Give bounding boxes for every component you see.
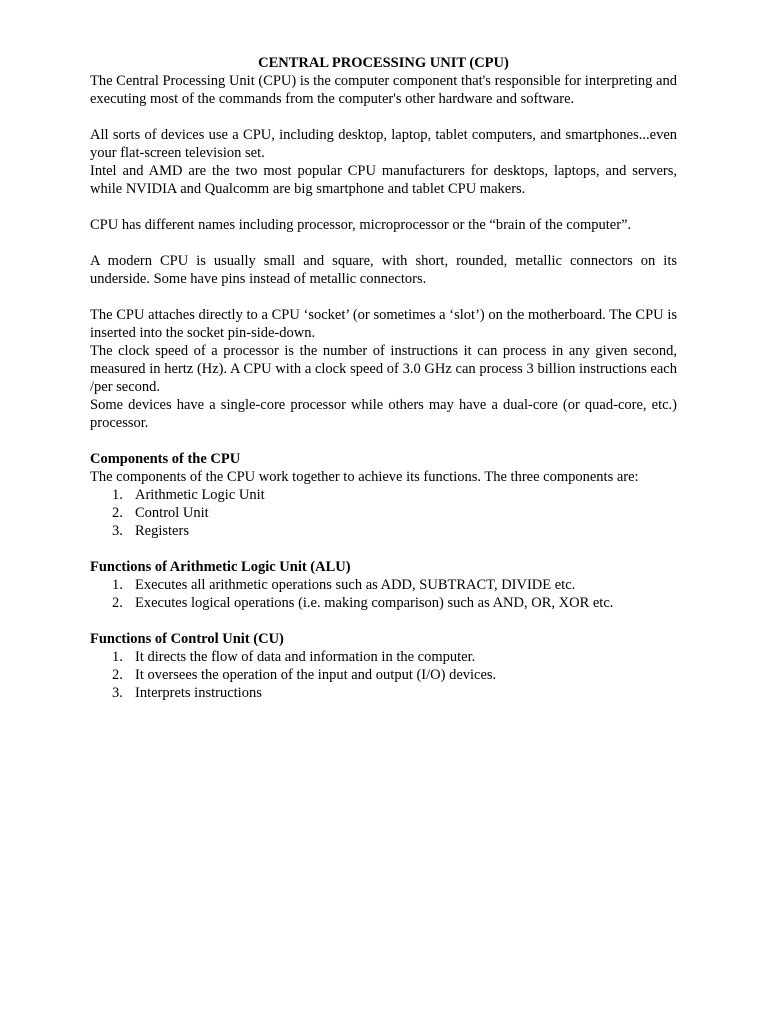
socket-paragraph: The CPU attaches directly to a CPU ‘socket’ (or sometimes a ‘slot’) on the motherboard. The CPU is inserted into the socket pin-side-down. xyxy=(90,307,677,341)
devices-paragraph: All sorts of devices use a CPU, including desktop, laptop, tablet computers, and smartphones...even your flat-screen television set. xyxy=(90,127,677,161)
list-item-text: Registers xyxy=(135,523,189,539)
list-number: 1. xyxy=(112,487,123,503)
list-item-text: It directs the flow of data and information in the computer. xyxy=(135,649,476,665)
list-number: 1. xyxy=(112,577,123,593)
document-page xyxy=(90,54,677,702)
list-item xyxy=(90,576,677,594)
page-title: CENTRAL PROCESSING UNIT (CPU) xyxy=(258,55,509,71)
list-item xyxy=(90,522,677,540)
list-item xyxy=(90,594,677,612)
list-number: 2. xyxy=(112,595,123,611)
alu-functions-list xyxy=(90,576,677,612)
spacer xyxy=(90,234,677,252)
list-item xyxy=(90,648,677,666)
list-item xyxy=(90,684,677,702)
cores-paragraph: Some devices have a single-core processor while others may have a dual-core (or quad-core, etc.) processor. xyxy=(90,397,677,431)
cu-heading: Functions of Control Unit (CU) xyxy=(90,631,284,647)
list-item-text: Arithmetic Logic Unit xyxy=(135,487,265,503)
intro-paragraph: The Central Processing Unit (CPU) is the computer component that's responsible for interpreting and executing most of the commands from the computer's other hardware and software. xyxy=(90,73,677,107)
spacer xyxy=(90,288,677,306)
components-intro: The components of the CPU work together to achieve its functions. The three components are: xyxy=(90,469,639,485)
spacer xyxy=(90,198,677,216)
list-item-text: Control Unit xyxy=(135,505,209,521)
list-number: 3. xyxy=(112,685,123,701)
list-number: 2. xyxy=(112,505,123,521)
spacer xyxy=(90,432,677,450)
components-heading: Components of the CPU xyxy=(90,451,241,467)
spacer xyxy=(90,108,677,126)
list-item-text: Executes logical operations (i.e. making comparison) such as AND, OR, XOR etc. xyxy=(135,595,614,611)
shape-paragraph: A modern CPU is usually small and square, with short, rounded, metallic connectors on its underside. Some have pins instead of metallic connectors. xyxy=(90,253,677,287)
list-item-text: Interprets instructions xyxy=(135,685,262,701)
clock-speed-paragraph: The clock speed of a processor is the number of instructions it can process in any given second, measured in hertz (Hz). A CPU with a clock speed of 3.0 GHz can process 3 billion instructions each /per second. xyxy=(90,343,677,395)
alu-heading: Functions of Arithmetic Logic Unit (ALU) xyxy=(90,559,351,575)
list-item xyxy=(90,504,677,522)
cu-functions-list xyxy=(90,648,677,702)
names-paragraph: CPU has different names including processor, microprocessor or the “brain of the computer”. xyxy=(90,217,632,233)
manufacturers-paragraph: Intel and AMD are the two most popular CPU manufacturers for desktops, laptops, and servers, while NVIDIA and Qualcomm are big smartphone and tablet CPU makers. xyxy=(90,163,677,197)
list-number: 2. xyxy=(112,667,123,683)
list-number: 3. xyxy=(112,523,123,539)
list-number: 1. xyxy=(112,649,123,665)
list-item-text: Executes all arithmetic operations such as ADD, SUBTRACT, DIVIDE etc. xyxy=(135,577,576,593)
list-item xyxy=(90,666,677,684)
spacer xyxy=(90,612,677,630)
list-item-text: It oversees the operation of the input and output (I/O) devices. xyxy=(135,667,497,683)
list-item xyxy=(90,486,677,504)
components-list xyxy=(90,486,677,540)
spacer xyxy=(90,540,677,558)
